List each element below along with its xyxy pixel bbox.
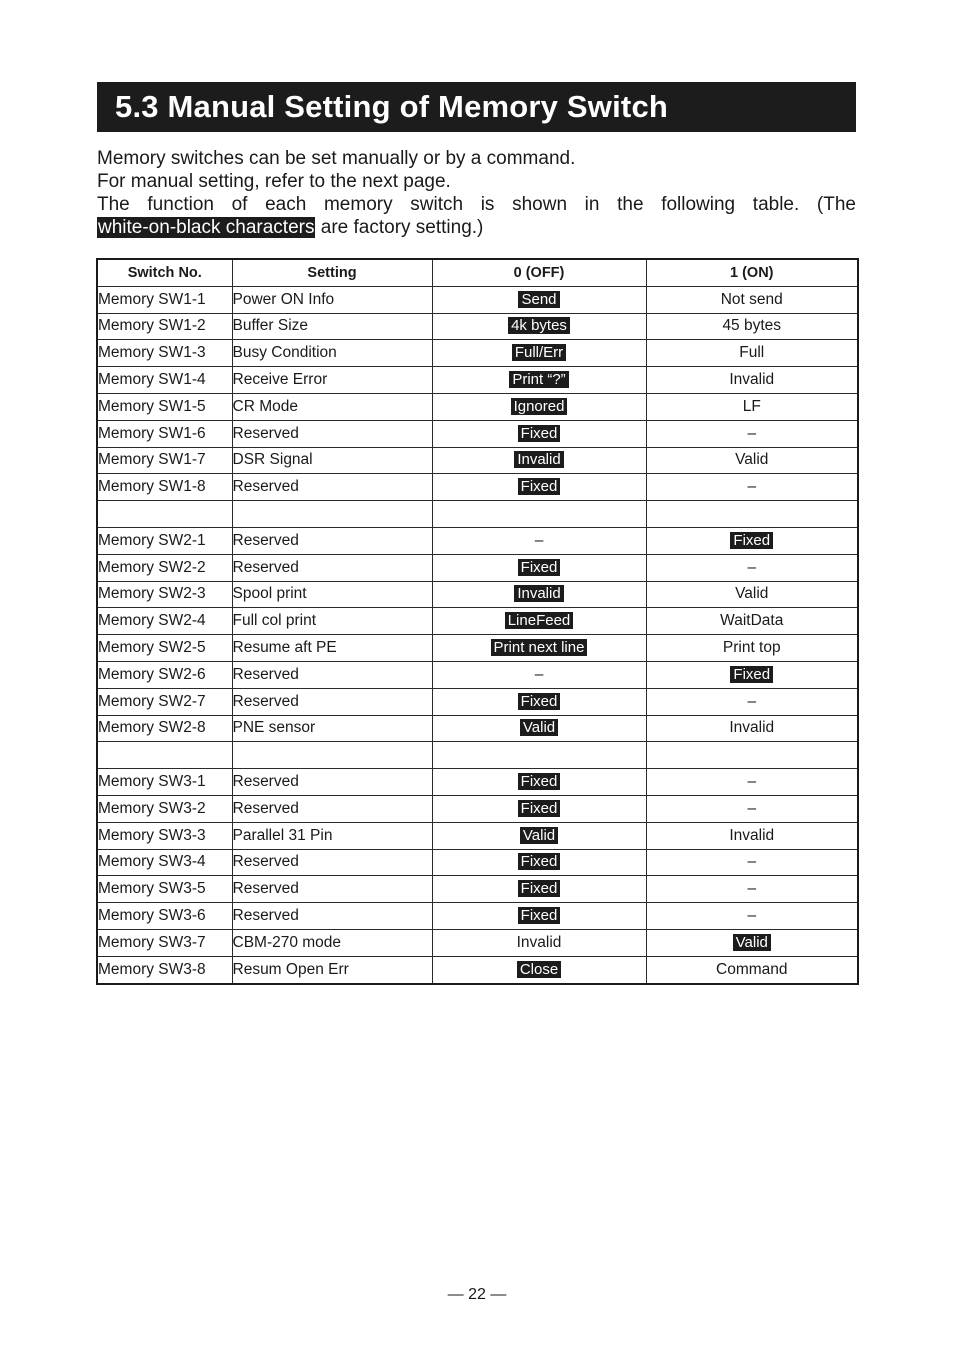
setting-cell: CBM-270 mode xyxy=(232,929,432,956)
table-row xyxy=(97,420,858,447)
on-value-cell xyxy=(646,742,858,769)
table-row xyxy=(97,876,858,903)
table-row xyxy=(97,581,858,608)
table-body xyxy=(97,286,858,983)
setting-cell: Resum Open Err xyxy=(232,956,432,983)
factory-default-value: Fixed xyxy=(518,800,561,817)
intro-line-1: Memory switches can be set manually or by a command. xyxy=(97,148,576,169)
intro-line-2: For manual setting, refer to the next page. xyxy=(97,171,451,192)
switch-no-cell: Memory SW3-8 xyxy=(97,956,232,983)
on-value-cell: WaitData xyxy=(646,608,858,635)
off-value-cell xyxy=(432,635,646,662)
switch-no-cell: Memory SW1-8 xyxy=(97,474,232,501)
intro-line-4-rest: are factory setting.) xyxy=(315,217,484,238)
factory-default-value: Fixed xyxy=(518,907,561,924)
table-row xyxy=(97,903,858,930)
switch-no-cell: Memory SW2-8 xyxy=(97,715,232,742)
setting-cell: Parallel 31 Pin xyxy=(232,822,432,849)
table-row xyxy=(97,554,858,581)
table-row xyxy=(97,474,858,501)
off-value-cell xyxy=(432,367,646,394)
table-row xyxy=(97,367,858,394)
switch-no-cell: Memory SW2-7 xyxy=(97,688,232,715)
off-value-cell xyxy=(432,795,646,822)
off-value-cell xyxy=(432,769,646,796)
switch-no-cell: Memory SW3-2 xyxy=(97,795,232,822)
on-value-cell: Invalid xyxy=(646,822,858,849)
factory-default-value: Fixed xyxy=(518,693,561,710)
off-value-cell xyxy=(432,581,646,608)
switch-no-cell xyxy=(97,501,232,528)
on-value-cell: Command xyxy=(646,956,858,983)
factory-default-value: Fixed xyxy=(518,559,561,576)
switch-no-cell: Memory SW2-4 xyxy=(97,608,232,635)
table-row xyxy=(97,527,858,554)
on-value-cell: – xyxy=(646,795,858,822)
factory-default-value: Fixed xyxy=(518,880,561,897)
off-value-cell xyxy=(432,849,646,876)
setting-cell: Reserved xyxy=(232,903,432,930)
setting-cell: Reserved xyxy=(232,420,432,447)
off-value-cell xyxy=(432,420,646,447)
on-value-cell: Valid xyxy=(646,581,858,608)
on-value-cell: Valid xyxy=(646,447,858,474)
off-value-cell: – xyxy=(432,527,646,554)
on-value-cell: Not send xyxy=(646,286,858,313)
switch-no-cell: Memory SW3-1 xyxy=(97,769,232,796)
switch-no-cell: Memory SW3-3 xyxy=(97,822,232,849)
switch-no-cell: Memory SW1-4 xyxy=(97,367,232,394)
switch-no-cell: Memory SW1-1 xyxy=(97,286,232,313)
off-value-cell: – xyxy=(432,661,646,688)
factory-default-value: Invalid xyxy=(514,585,563,602)
table-spacer-row xyxy=(97,742,858,769)
setting-cell: Spool print xyxy=(232,581,432,608)
factory-default-value: 4k bytes xyxy=(508,317,570,334)
intro-line-3: The function of each memory switch is shown in the following table. (The xyxy=(97,194,856,215)
factory-default-value: Print “?” xyxy=(509,371,568,388)
on-value-cell: LF xyxy=(646,393,858,420)
on-value-cell xyxy=(646,501,858,528)
setting-cell: Reserved xyxy=(232,527,432,554)
table-row xyxy=(97,956,858,983)
table-row xyxy=(97,795,858,822)
off-value-cell xyxy=(432,554,646,581)
memory-switch-table xyxy=(96,258,859,985)
table-row xyxy=(97,635,858,662)
setting-cell: Reserved xyxy=(232,554,432,581)
on-value-cell xyxy=(646,527,858,554)
table-row xyxy=(97,393,858,420)
section-title: 5.3 Manual Setting of Memory Switch xyxy=(115,89,669,124)
factory-default-value: Send xyxy=(518,291,559,308)
factory-default-value: Close xyxy=(517,961,561,978)
switch-no-cell: Memory SW1-6 xyxy=(97,420,232,447)
off-value-cell xyxy=(432,903,646,930)
setting-cell: CR Mode xyxy=(232,393,432,420)
intro-text xyxy=(97,147,856,239)
table-row xyxy=(97,447,858,474)
header-setting: Setting xyxy=(232,259,432,286)
factory-default-value: Full/Err xyxy=(512,344,566,361)
factory-default-value: Valid xyxy=(520,827,558,844)
off-value-cell xyxy=(432,742,646,769)
table-row xyxy=(97,313,858,340)
factory-default-value: Fixed xyxy=(518,853,561,870)
switch-no-cell: Memory SW3-7 xyxy=(97,929,232,956)
setting-cell: DSR Signal xyxy=(232,447,432,474)
on-value-cell: Invalid xyxy=(646,715,858,742)
switch-no-cell: Memory SW2-2 xyxy=(97,554,232,581)
off-value-cell xyxy=(432,956,646,983)
table-spacer-row xyxy=(97,501,858,528)
factory-default-value: Fixed xyxy=(518,425,561,442)
table-row xyxy=(97,608,858,635)
off-value-cell xyxy=(432,688,646,715)
off-value-cell xyxy=(432,715,646,742)
setting-cell: Reserved xyxy=(232,795,432,822)
setting-cell: Reserved xyxy=(232,474,432,501)
off-value-cell xyxy=(432,286,646,313)
page-number: — 22 — xyxy=(447,1286,507,1303)
switch-no-cell: Memory SW3-6 xyxy=(97,903,232,930)
off-value-cell xyxy=(432,393,646,420)
setting-cell: Receive Error xyxy=(232,367,432,394)
header-on: 1 (ON) xyxy=(646,259,858,286)
setting-cell: Buffer Size xyxy=(232,313,432,340)
on-value-cell: Invalid xyxy=(646,367,858,394)
switch-no-cell: Memory SW1-7 xyxy=(97,447,232,474)
setting-cell: Reserved xyxy=(232,769,432,796)
factory-default-value: Fixed xyxy=(730,666,773,683)
factory-default-value: Valid xyxy=(733,934,771,951)
switch-no-cell: Memory SW3-5 xyxy=(97,876,232,903)
factory-setting-highlight: white-on-black characters xyxy=(98,217,315,238)
table-header-row xyxy=(97,259,858,286)
section-title-bar xyxy=(97,82,856,132)
off-value-cell xyxy=(432,876,646,903)
switch-no-cell: Memory SW1-5 xyxy=(97,393,232,420)
off-value-cell xyxy=(432,822,646,849)
switch-no-cell: Memory SW2-5 xyxy=(97,635,232,662)
off-value-cell xyxy=(432,447,646,474)
on-value-cell: Full xyxy=(646,340,858,367)
on-value-cell xyxy=(646,661,858,688)
switch-no-cell xyxy=(97,742,232,769)
off-value-cell xyxy=(432,340,646,367)
setting-cell: Busy Condition xyxy=(232,340,432,367)
table-row xyxy=(97,340,858,367)
table-row xyxy=(97,688,858,715)
switch-no-cell: Memory SW2-3 xyxy=(97,581,232,608)
table-row xyxy=(97,661,858,688)
setting-cell: Reserved xyxy=(232,849,432,876)
setting-cell xyxy=(232,742,432,769)
factory-default-value: Print next line xyxy=(491,639,588,656)
switch-no-cell: Memory SW3-4 xyxy=(97,849,232,876)
setting-cell xyxy=(232,501,432,528)
factory-default-value: Valid xyxy=(520,719,558,736)
setting-cell: Reserved xyxy=(232,661,432,688)
switch-no-cell: Memory SW1-3 xyxy=(97,340,232,367)
table-row xyxy=(97,715,858,742)
factory-default-value: Invalid xyxy=(514,451,563,468)
switch-no-cell: Memory SW2-1 xyxy=(97,527,232,554)
header-switch-no: Switch No. xyxy=(97,259,232,286)
factory-default-value: Ignored xyxy=(511,398,568,415)
on-value-cell: – xyxy=(646,420,858,447)
on-value-cell: Print top xyxy=(646,635,858,662)
off-value-cell: Invalid xyxy=(432,929,646,956)
on-value-cell: 45 bytes xyxy=(646,313,858,340)
off-value-cell xyxy=(432,501,646,528)
on-value-cell: – xyxy=(646,688,858,715)
setting-cell: Reserved xyxy=(232,688,432,715)
table-row xyxy=(97,929,858,956)
on-value-cell: – xyxy=(646,903,858,930)
table-row xyxy=(97,849,858,876)
off-value-cell xyxy=(432,474,646,501)
factory-default-value: Fixed xyxy=(518,773,561,790)
on-value-cell: – xyxy=(646,769,858,796)
on-value-cell: – xyxy=(646,849,858,876)
setting-cell: Power ON Info xyxy=(232,286,432,313)
on-value-cell xyxy=(646,929,858,956)
on-value-cell: – xyxy=(646,554,858,581)
switch-no-cell: Memory SW2-6 xyxy=(97,661,232,688)
off-value-cell xyxy=(432,608,646,635)
factory-default-value: Fixed xyxy=(518,478,561,495)
header-off: 0 (OFF) xyxy=(432,259,646,286)
factory-default-value: LineFeed xyxy=(505,612,574,629)
setting-cell: Reserved xyxy=(232,876,432,903)
table-row xyxy=(97,822,858,849)
table-row xyxy=(97,286,858,313)
setting-cell: Resume aft PE xyxy=(232,635,432,662)
on-value-cell: – xyxy=(646,474,858,501)
setting-cell: Full col print xyxy=(232,608,432,635)
table-row xyxy=(97,769,858,796)
switch-no-cell: Memory SW1-2 xyxy=(97,313,232,340)
intro-line-4 xyxy=(97,216,856,239)
off-value-cell xyxy=(432,313,646,340)
setting-cell: PNE sensor xyxy=(232,715,432,742)
factory-default-value: Fixed xyxy=(730,532,773,549)
on-value-cell: – xyxy=(646,876,858,903)
